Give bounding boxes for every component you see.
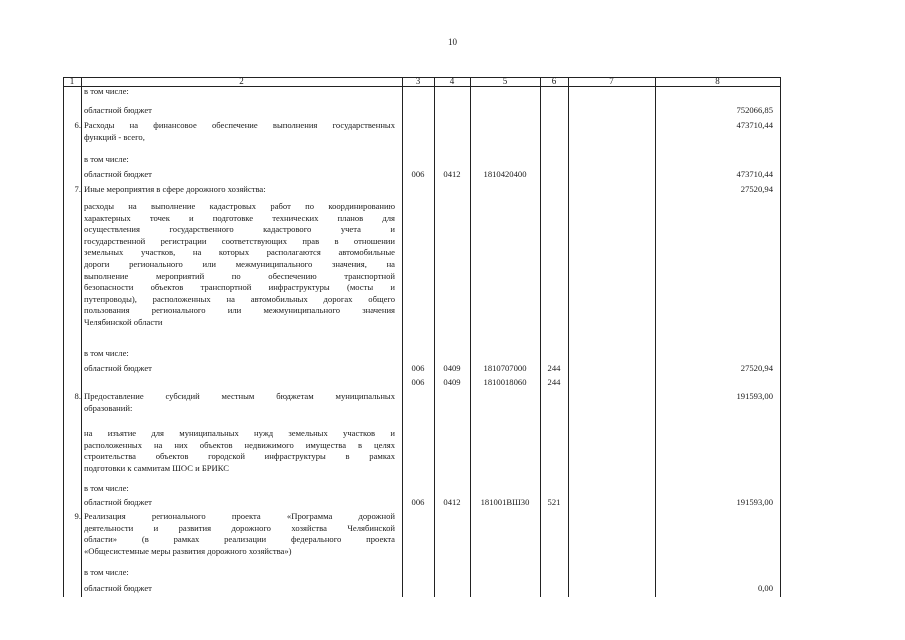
cell-c3: 006	[411, 169, 425, 179]
column-header-8: 8	[715, 76, 720, 86]
cell-c8: 0,00	[757, 583, 773, 593]
description-line: государственной регистрации соответствующих прав в отношении	[84, 235, 395, 246]
description-line: в том числе:	[84, 86, 129, 96]
column-header-1: 1	[69, 76, 75, 86]
cell-c4: 0409	[443, 363, 461, 373]
description-line: областной бюджет	[84, 105, 152, 115]
cell-c8: 27520,94	[740, 184, 773, 194]
description-line: в том числе:	[84, 567, 129, 577]
cell-c4: 0412	[443, 169, 461, 179]
cell-c5: 1810420400	[483, 169, 527, 179]
description-line: областной бюджет	[84, 497, 152, 507]
cell-c6: 244	[547, 377, 561, 387]
cell-c5: 1810018060	[483, 377, 527, 387]
description-line: в том числе:	[84, 154, 129, 164]
budget-table	[63, 77, 780, 597]
row-number: 9.	[74, 511, 81, 521]
cell-c8: 191593,00	[736, 497, 773, 507]
cell-c8: 473710,44	[736, 169, 773, 179]
cell-c8: 191593,00	[736, 391, 773, 401]
cell-c8: 473710,44	[736, 120, 773, 130]
cell-c4: 0409	[443, 377, 461, 387]
description-line: расположенных на них объектов недвижимого имущества в целях	[84, 439, 395, 450]
column-header-4: 4	[449, 76, 455, 86]
description-line: характерных точек и подготовке технических планов для	[84, 212, 395, 223]
description-line: образований:	[84, 402, 133, 413]
description-line: областной бюджет	[84, 583, 152, 593]
description-line: Челябинской области	[84, 317, 163, 327]
cell-c3: 006	[411, 377, 425, 387]
cell-c6: 521	[547, 497, 561, 507]
description-line: деятельности и развития дорожного хозяйства Челябинской	[84, 522, 395, 533]
description-line: Реализация регионального проекта «Программа дорожной	[84, 511, 395, 521]
description-line: осуществления государственного кадастрового учета и	[84, 224, 395, 235]
description-line: Иные мероприятия в сфере дорожного хозяйства:	[84, 184, 266, 194]
description-line: путепроводы), расположенных на автомобильных дорогах общего	[84, 293, 395, 304]
column-header-2: 2	[239, 76, 244, 86]
description-line: в том числе:	[84, 483, 129, 493]
column-header-5: 5	[502, 76, 508, 86]
row-number: 7.	[74, 184, 81, 194]
page-number: 10	[448, 37, 457, 47]
cell-c5: 1810707000	[483, 363, 527, 373]
cell-c6: 244	[547, 363, 561, 373]
description-line: подготовки к саммитам ШОС и БРИКС	[84, 462, 230, 473]
description-line: выполнение мероприятий по обеспечению транспортной	[84, 270, 395, 281]
description-line: в том числе:	[84, 348, 129, 358]
description-line: областной бюджет	[84, 169, 152, 179]
row-number: 6.	[74, 120, 81, 130]
description-line: области» (в рамках реализации федерального проекта	[84, 534, 395, 545]
column-header-6: 6	[551, 76, 557, 86]
description-line: земельных участков, на которых располагаются автомобильные	[84, 247, 395, 258]
description-line: Предоставление субсидий местным бюджетам муниципальных	[84, 391, 395, 401]
description-line: областной бюджет	[84, 363, 152, 373]
cell-c5: 181001ВШ30	[480, 497, 530, 507]
description-line: функций - всего,	[84, 131, 145, 142]
description-line: расходы на выполнение кадастровых работ по координированию	[84, 201, 395, 211]
description-line: на изъятие для муниципальных нужд земельных участков и	[84, 428, 395, 438]
column-header-7: 7	[609, 76, 614, 86]
cell-c4: 0412	[443, 497, 461, 507]
description-line: Расходы на финансовое обеспечение выполнения государственных	[84, 120, 395, 130]
cell-c3: 006	[411, 363, 425, 373]
cell-c8: 752066,85	[736, 105, 773, 115]
row-number: 8.	[74, 391, 81, 401]
description-line: дороги регионального или межмуниципального значения, на	[84, 259, 395, 269]
description-line: безопасности объектов транспортной инфраструктуры (мосты и	[84, 282, 395, 293]
description-line: строительства объектов городской инфраструктуры в рамках	[84, 451, 395, 462]
column-header-3: 3	[415, 76, 421, 86]
description-line: пользования регионального или межмуниципального значения	[84, 305, 395, 316]
cell-c8: 27520,94	[740, 363, 773, 373]
description-line: «Общесистемные меры развития дорожного хозяйства»)	[84, 545, 292, 556]
cell-c3: 006	[411, 497, 425, 507]
